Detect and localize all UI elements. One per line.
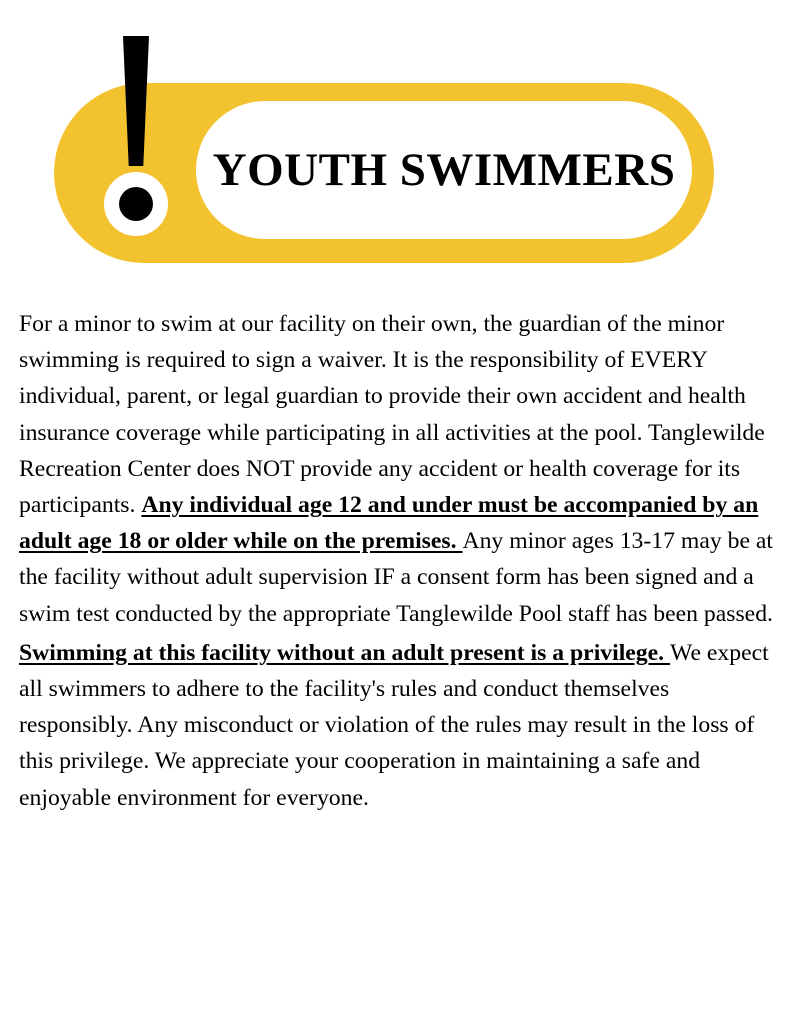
paragraph-waiver-intro: For a minor to swim at our facility on their own, the guardian of the minor swimming is required to sign a waiver. It is the responsibility of EVERY individual, parent, or legal guardian to provide their own accident and health insurance coverage while participating in all activities at the pool. Tanglewilde Recreation Center does NOT provide any accident or health coverage for its participants. (19, 311, 765, 519)
paragraph-privilege (19, 635, 779, 816)
exclamation-dot (119, 187, 153, 221)
notice-body (19, 306, 779, 816)
age-requirement-emphasis: Any individual age 12 and under must be accompanied by an adult age 18 or older while on the premises. (19, 492, 759, 555)
paragraph-waiver-outro: Any minor ages 13-17 may be at the facility without adult supervision IF a consent form has been signed and a swim test conducted by the appropriate Tanglewilde Pool staff has been passed. (19, 528, 773, 627)
privilege-emphasis: Swimming at this facility without an adult present is a privilege. (19, 639, 670, 666)
paragraph-waiver (19, 306, 779, 632)
paragraph-privilege-text: We expect all swimmers to adhere to the facility's rules and conduct themselves responsibly. Any misconduct or violation of the rules may result in the loss of this privilege. We appreciate your cooperation in maintaining a safe and enjoyable environment for everyone. (19, 639, 769, 811)
page-title: YOUTH SWIMMERS (212, 144, 676, 196)
